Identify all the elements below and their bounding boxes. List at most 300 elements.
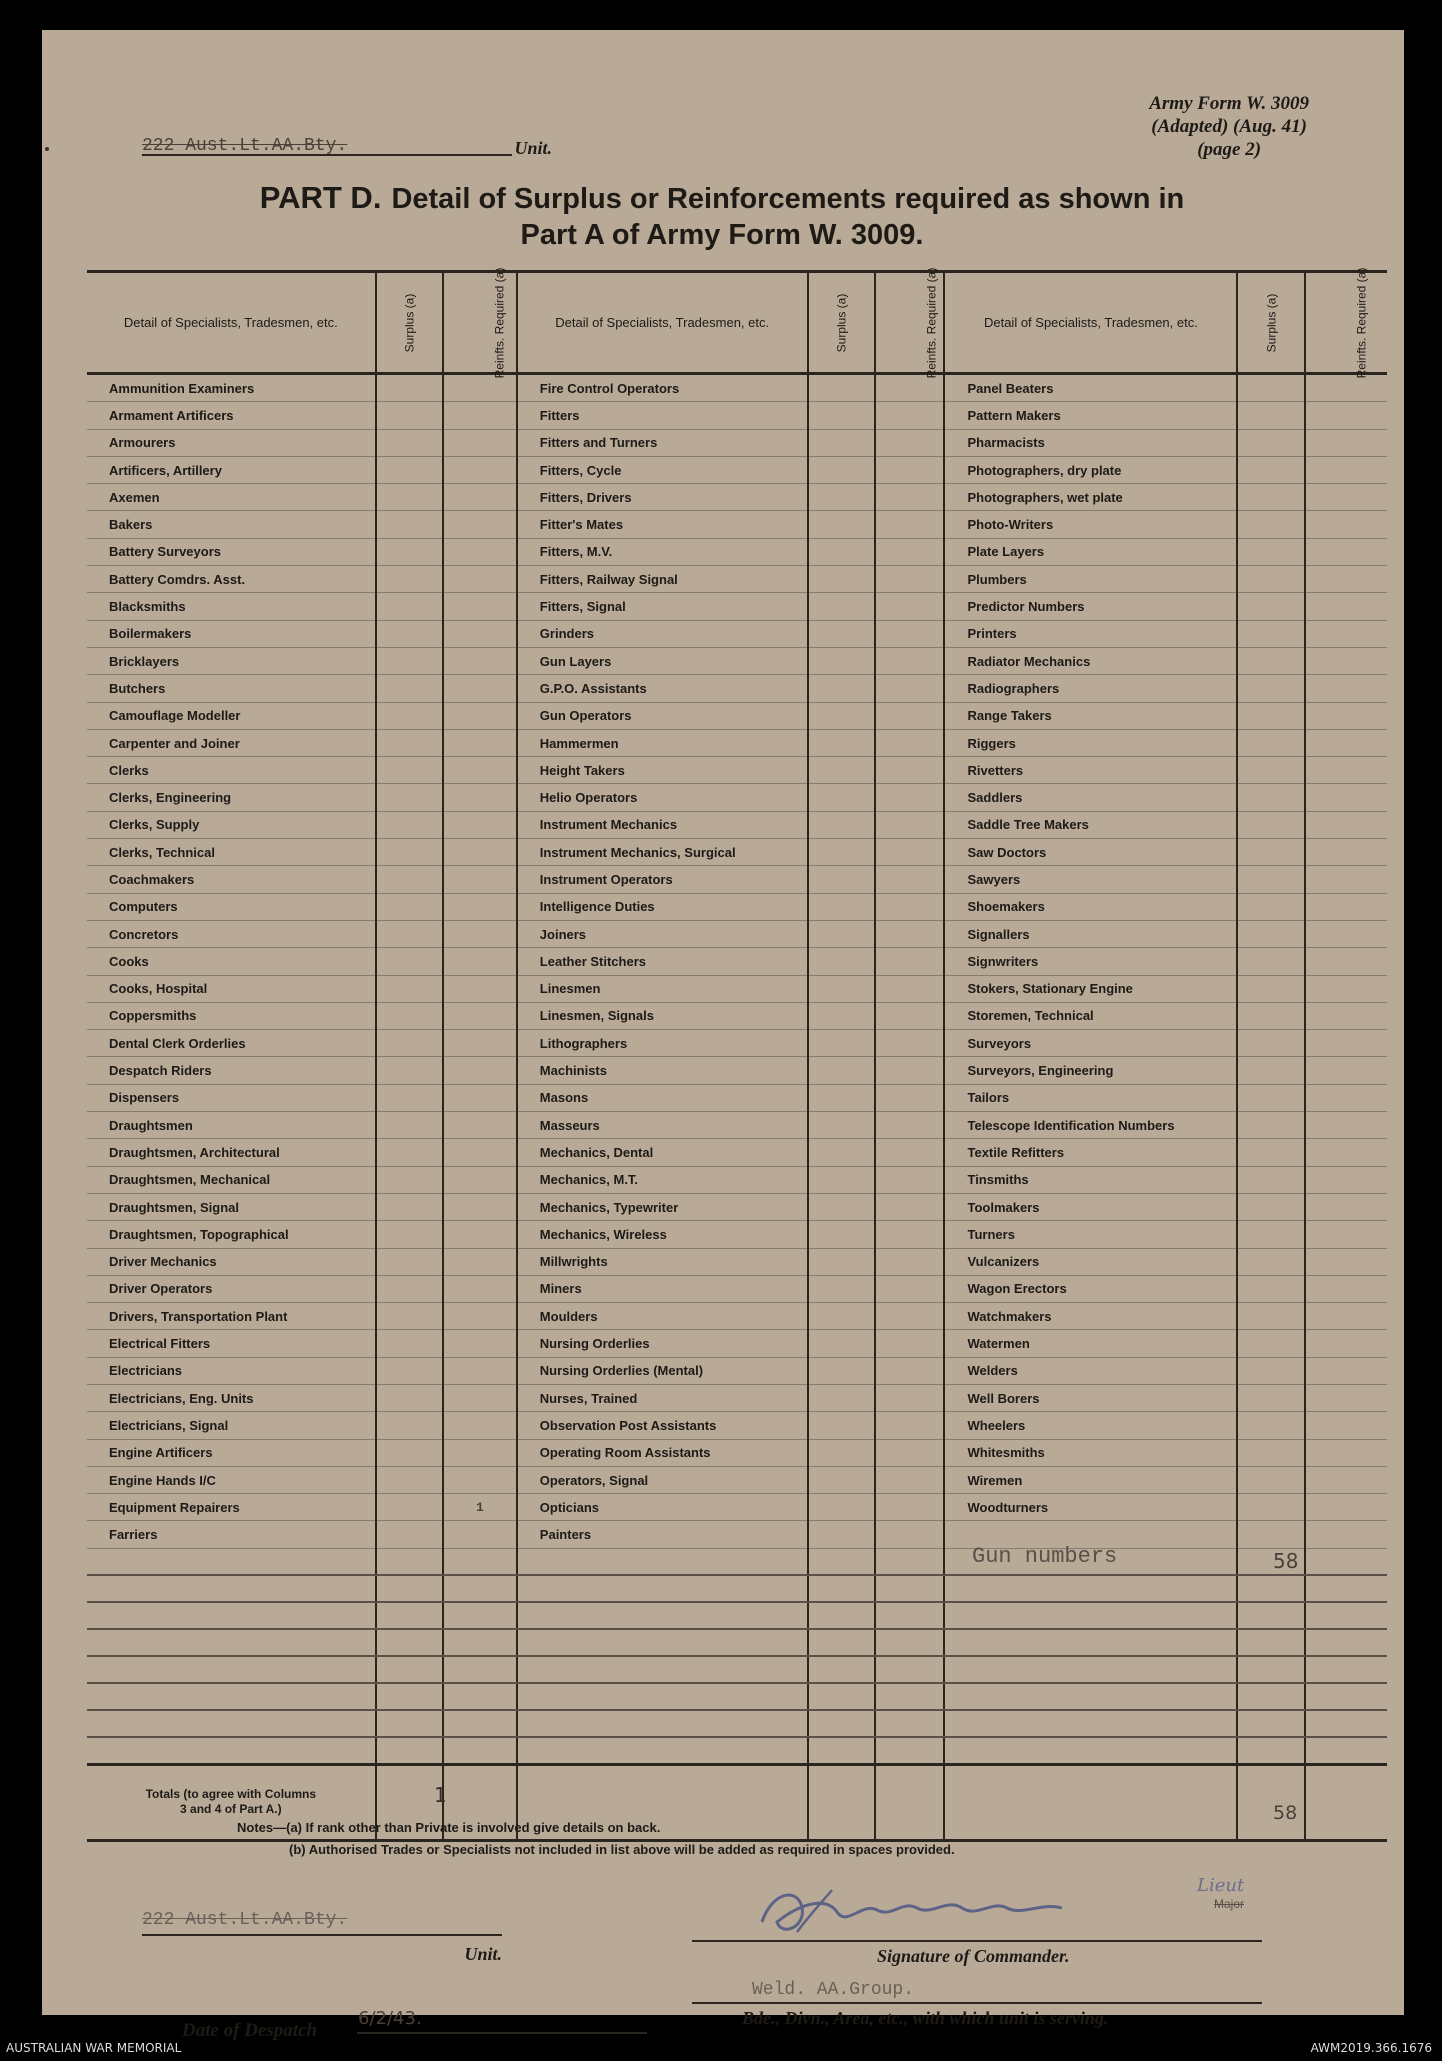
reinfts-cell <box>875 839 945 866</box>
reinfts-cell <box>443 593 517 620</box>
signature-line <box>692 1940 1262 1942</box>
reinfts-cell <box>443 456 517 483</box>
reinfts-cell <box>875 811 945 838</box>
surplus-cell <box>1237 1248 1304 1275</box>
table-row <box>87 975 1387 1002</box>
unit-top-label: Unit. <box>514 138 552 158</box>
reinfts-cell <box>875 511 945 538</box>
footer-unit <box>142 1910 502 1964</box>
signature-rank: Lieut <box>1197 1875 1245 1896</box>
trade-name: Signwriters <box>944 948 1237 975</box>
reinfts-cell <box>875 1248 945 1275</box>
blank-cell <box>1305 1683 1387 1710</box>
bde-label: Bde., Divn., Area, etc., with which unit is serving. <box>742 2008 1109 2028</box>
trade-name: Equipment Repairers <box>87 1494 376 1521</box>
reinfts-cell <box>875 675 945 702</box>
surplus-cell <box>376 1275 443 1302</box>
surplus-cell <box>376 948 443 975</box>
reinfts-cell <box>443 866 517 893</box>
trade-name: Mechanics, Dental <box>517 1139 808 1166</box>
trade-name: Bricklayers <box>87 647 376 674</box>
reinfts-cell <box>443 702 517 729</box>
reinfts-cell <box>875 1002 945 1029</box>
reinfts-cell <box>443 1221 517 1248</box>
trade-name: Driver Mechanics <box>87 1248 376 1275</box>
trade-name: Telescope Identification Numbers <box>944 1112 1237 1139</box>
surplus-cell <box>808 1221 875 1248</box>
surplus-cell <box>808 866 875 893</box>
surplus-cell <box>376 1057 443 1084</box>
reinfts-cell <box>1305 1521 1387 1548</box>
blank-cell <box>1305 1710 1387 1737</box>
reinfts-cell <box>1305 702 1387 729</box>
note-b: (b) Authorised Trades or Specialists not included in list above will be added as required in spaces provided. <box>289 1842 955 1857</box>
reinfts-cell <box>1305 538 1387 565</box>
trade-name: Dental Clerk Orderlies <box>87 1030 376 1057</box>
trade-name: Lithographers <box>517 1030 808 1057</box>
trade-name: Photographers, wet plate <box>944 484 1237 511</box>
blank-cell <box>517 1548 808 1575</box>
trade-name: Linesmen, Signals <box>517 1002 808 1029</box>
surplus-cell <box>808 1521 875 1548</box>
blank-cell <box>875 1602 945 1629</box>
blank-cell <box>944 1575 1237 1602</box>
reinfts-cell <box>875 1494 945 1521</box>
blank-cell <box>875 1656 945 1683</box>
table-row <box>87 484 1387 511</box>
reinfts-cell <box>875 1330 945 1357</box>
trade-name: Armourers <box>87 429 376 456</box>
blank-cell <box>517 1683 808 1710</box>
blank-cell <box>808 1629 875 1656</box>
trade-name: Engine Hands I/C <box>87 1466 376 1493</box>
reinfts-cell <box>1305 1494 1387 1521</box>
surplus-cell <box>808 1002 875 1029</box>
surplus-cell <box>808 1303 875 1330</box>
trade-name: Painters <box>517 1521 808 1548</box>
trade-name: Fitters <box>517 402 808 429</box>
surplus-cell <box>1237 484 1304 511</box>
blank-cell <box>87 1683 376 1710</box>
reinfts-cell <box>443 1139 517 1166</box>
trade-name: Clerks <box>87 757 376 784</box>
reinfts-cell <box>443 920 517 947</box>
blank-cell <box>1237 1737 1304 1765</box>
blank-cell <box>1305 1602 1387 1629</box>
blank-row <box>87 1629 1387 1656</box>
surplus-cell <box>808 893 875 920</box>
table-row <box>87 1521 1387 1548</box>
table-row <box>87 402 1387 429</box>
table-row <box>87 839 1387 866</box>
table-row <box>87 1412 1387 1439</box>
surplus-cell <box>1237 675 1304 702</box>
surplus-cell <box>1237 593 1304 620</box>
reinfts-cell <box>443 1248 517 1275</box>
col-header-surplus: Surplus (a) <box>402 293 417 353</box>
trade-name: Rivetters <box>944 757 1237 784</box>
surplus-cell <box>376 1303 443 1330</box>
trade-name: Instrument Operators <box>517 866 808 893</box>
trade-name: Welders <box>944 1357 1237 1384</box>
trade-name: Linesmen <box>517 975 808 1002</box>
trade-name: Helio Operators <box>517 784 808 811</box>
trade-name: Gun Layers <box>517 647 808 674</box>
reinfts-cell <box>875 1384 945 1411</box>
surplus-cell <box>808 456 875 483</box>
specialists-table <box>87 267 1387 1842</box>
trade-name: Predictor Numbers <box>944 593 1237 620</box>
table-row <box>87 1248 1387 1275</box>
blank-cell <box>875 1683 945 1710</box>
blank-cell <box>376 1629 443 1656</box>
surplus-cell <box>1237 1057 1304 1084</box>
reinfts-cell <box>443 1384 517 1411</box>
surplus-cell <box>808 1248 875 1275</box>
reinfts-cell <box>875 538 945 565</box>
trade-name: Armament Artificers <box>87 402 376 429</box>
reinfts-cell <box>875 1139 945 1166</box>
blank-cell <box>944 1710 1237 1737</box>
totals-label-line-2: 3 and 4 of Part A.) <box>180 1802 282 1817</box>
despatch-date-value: 6/2/43. <box>358 2008 422 2029</box>
surplus-cell <box>376 920 443 947</box>
trade-name: Mechanics, Typewriter <box>517 1193 808 1220</box>
surplus-cell <box>808 374 875 402</box>
surplus-cell <box>1237 920 1304 947</box>
trade-name: Fitters, Cycle <box>517 456 808 483</box>
surplus-cell <box>1237 1166 1304 1193</box>
reinfts-cell <box>875 456 945 483</box>
trade-name: Camouflage Modeller <box>87 702 376 729</box>
surplus-cell <box>376 1494 443 1521</box>
blank-cell <box>376 1710 443 1737</box>
table-row <box>87 538 1387 565</box>
reinfts-cell <box>875 920 945 947</box>
gun-numbers-entry: Gun numbers <box>972 1544 1118 1569</box>
surplus-cell <box>376 893 443 920</box>
form-number: Army Form W. 3009 <box>1149 93 1309 114</box>
trade-name: Carpenter and Joiner <box>87 729 376 756</box>
table-row <box>87 1112 1387 1139</box>
table-row <box>87 1166 1387 1193</box>
col-header-reinfts: Reinfts. Required (a) <box>1354 267 1369 379</box>
surplus-cell <box>1237 811 1304 838</box>
reinfts-cell <box>875 1357 945 1384</box>
trade-name: Instrument Mechanics <box>517 811 808 838</box>
surplus-cell <box>376 1084 443 1111</box>
surplus-cell <box>808 975 875 1002</box>
reinfts-cell: 1 <box>443 1494 517 1521</box>
blank-cell <box>944 1737 1237 1765</box>
trade-name: Engine Artificers <box>87 1439 376 1466</box>
reinfts-cell <box>1305 1139 1387 1166</box>
trade-name: Wheelers <box>944 1412 1237 1439</box>
trade-name: Operators, Signal <box>517 1466 808 1493</box>
part-label: PART D. <box>259 180 382 215</box>
bde-typed: Weld. AA.Group. <box>752 1980 915 2000</box>
trade-name: G.P.O. Assistants <box>517 675 808 702</box>
trade-name: Machinists <box>517 1057 808 1084</box>
title-line-2: Part A of Army Form W. 3009. <box>520 219 924 251</box>
surplus-cell <box>1237 429 1304 456</box>
reinfts-cell <box>1305 1248 1387 1275</box>
reinfts-cell <box>1305 1412 1387 1439</box>
blank-row <box>87 1683 1387 1710</box>
trade-name: Instrument Mechanics, Surgical <box>517 839 808 866</box>
blank-cell <box>1305 1737 1387 1765</box>
trade-name: Draughtsmen, Signal <box>87 1193 376 1220</box>
surplus-cell <box>1237 1357 1304 1384</box>
reinfts-cell <box>443 729 517 756</box>
trade-name: Mechanics, M.T. <box>517 1166 808 1193</box>
trade-name: Panel Beaters <box>944 374 1237 402</box>
surplus-cell <box>808 1030 875 1057</box>
blank-cell <box>376 1737 443 1765</box>
col-header-detail: Detail of Specialists, Tradesmen, etc. <box>87 272 376 374</box>
trade-name: Fitters, Signal <box>517 593 808 620</box>
surplus-cell <box>376 1357 443 1384</box>
trade-name: Leather Stitchers <box>517 948 808 975</box>
surplus-cell <box>1237 456 1304 483</box>
surplus-cell <box>1237 1084 1304 1111</box>
trade-name: Draughtsmen <box>87 1112 376 1139</box>
trade-name: Clerks, Technical <box>87 839 376 866</box>
surplus-cell <box>1237 1303 1304 1330</box>
trade-name: Fitters and Turners <box>517 429 808 456</box>
trade-name: Fitters, Drivers <box>517 484 808 511</box>
surplus-cell <box>808 948 875 975</box>
table-row <box>87 948 1387 975</box>
reinfts-cell <box>443 620 517 647</box>
trade-name: Miners <box>517 1275 808 1302</box>
reinfts-cell <box>443 511 517 538</box>
reinfts-cell <box>443 811 517 838</box>
surplus-cell <box>376 975 443 1002</box>
reinfts-cell <box>1305 1303 1387 1330</box>
trade-name: Signallers <box>944 920 1237 947</box>
reinfts-cell <box>875 893 945 920</box>
surplus-cell <box>808 1439 875 1466</box>
blank-cell <box>517 1656 808 1683</box>
totals-cell <box>944 1764 1237 1840</box>
surplus-cell <box>808 538 875 565</box>
credit-left: AUSTRALIAN WAR MEMORIAL <box>6 2041 182 2055</box>
table-row <box>87 1303 1387 1330</box>
table-row <box>87 1084 1387 1111</box>
surplus-cell <box>376 1112 443 1139</box>
blank-cell <box>1237 1575 1304 1602</box>
reinfts-cell <box>875 975 945 1002</box>
surplus-cell <box>376 1221 443 1248</box>
surplus-cell <box>1237 1030 1304 1057</box>
blank-cell <box>944 1683 1237 1710</box>
trade-name: Watermen <box>944 1330 1237 1357</box>
reinfts-cell <box>875 948 945 975</box>
trade-name: Axemen <box>87 484 376 511</box>
surplus-cell <box>1237 538 1304 565</box>
surplus-cell <box>1237 402 1304 429</box>
table-row <box>87 593 1387 620</box>
reinfts-cell <box>443 1030 517 1057</box>
surplus-cell <box>376 484 443 511</box>
trade-name: Fitters, Railway Signal <box>517 566 808 593</box>
reinfts-cell <box>1305 1030 1387 1057</box>
blank-row <box>87 1656 1387 1683</box>
reinfts-cell <box>1305 1002 1387 1029</box>
reinfts-cell <box>443 1002 517 1029</box>
totals-label-line-1: Totals (to agree with Columns <box>145 1787 317 1802</box>
trade-name: Electricians, Signal <box>87 1412 376 1439</box>
blank-cell <box>875 1548 945 1575</box>
blank-row <box>87 1548 1387 1575</box>
trade-name: Draughtsmen, Mechanical <box>87 1166 376 1193</box>
surplus-cell <box>1237 647 1304 674</box>
blank-cell <box>1237 1683 1304 1710</box>
blank-cell <box>443 1602 517 1629</box>
blank-cell <box>87 1548 376 1575</box>
table-row <box>87 1221 1387 1248</box>
despatch-date-line <box>357 2032 647 2034</box>
trade-name: Nursing Orderlies (Mental) <box>517 1357 808 1384</box>
reinfts-cell <box>875 1193 945 1220</box>
trade-name: Cooks, Hospital <box>87 975 376 1002</box>
surplus-cell <box>376 811 443 838</box>
reinfts-cell <box>1305 1275 1387 1302</box>
reinfts-cell <box>875 1439 945 1466</box>
surplus-cell <box>376 1439 443 1466</box>
surplus-cell <box>808 729 875 756</box>
trade-name: Saw Doctors <box>944 839 1237 866</box>
surplus-cell <box>808 484 875 511</box>
form-adapted: (Adapted) (Aug. 41) <box>1151 116 1307 137</box>
blank-cell <box>875 1629 945 1656</box>
trade-name: Despatch Riders <box>87 1057 376 1084</box>
trade-name: Radiator Mechanics <box>944 647 1237 674</box>
reinfts-cell <box>875 1275 945 1302</box>
blank-cell <box>517 1629 808 1656</box>
trade-name: Clerks, Supply <box>87 811 376 838</box>
blank-cell <box>808 1656 875 1683</box>
reinfts-cell <box>875 566 945 593</box>
reinfts-cell <box>1305 1112 1387 1139</box>
trade-name: Radiographers <box>944 675 1237 702</box>
blank-cell <box>808 1710 875 1737</box>
table-row <box>87 1494 1387 1521</box>
reinfts-cell <box>875 1030 945 1057</box>
blank-cell <box>87 1629 376 1656</box>
trade-name: Operating Room Assistants <box>517 1439 808 1466</box>
reinfts-cell <box>443 1275 517 1302</box>
table-row <box>87 429 1387 456</box>
trade-name: Surveyors, Engineering <box>944 1057 1237 1084</box>
blank-row <box>87 1575 1387 1602</box>
title-line-1: Detail of Surplus or Reinforcements required as shown in <box>391 183 1185 215</box>
reinfts-cell <box>443 1166 517 1193</box>
surplus-cell <box>808 511 875 538</box>
col-header-reinfts: Reinfts. Required (a) <box>492 267 507 379</box>
trade-name: Vulcanizers <box>944 1248 1237 1275</box>
reinfts-cell <box>1305 374 1387 402</box>
reinfts-cell <box>1305 893 1387 920</box>
reinfts-cell <box>443 1466 517 1493</box>
trade-name: Coppersmiths <box>87 1002 376 1029</box>
reinfts-cell <box>1305 1439 1387 1466</box>
reinfts-cell <box>1305 429 1387 456</box>
trade-name: Whitesmiths <box>944 1439 1237 1466</box>
reinfts-cell <box>875 784 945 811</box>
trade-name: Cooks <box>87 948 376 975</box>
trade-name: Well Borers <box>944 1384 1237 1411</box>
reinfts-cell <box>1305 593 1387 620</box>
reinfts-cell <box>1305 456 1387 483</box>
table-row <box>87 784 1387 811</box>
signature-struck-rank: Major <box>1214 1897 1245 1911</box>
surplus-cell <box>808 784 875 811</box>
trade-name: Tailors <box>944 1084 1237 1111</box>
surplus-cell <box>808 620 875 647</box>
surplus-cell <box>808 1275 875 1302</box>
signature-label: Signature of Commander. <box>877 1946 1070 1966</box>
surplus-cell <box>1237 1139 1304 1166</box>
trade-name: Draughtsmen, Topographical <box>87 1221 376 1248</box>
bde-line <box>692 2002 1262 2004</box>
blank-cell <box>808 1575 875 1602</box>
reinfts-cell <box>443 1303 517 1330</box>
surplus-cell <box>1237 620 1304 647</box>
table-header <box>87 272 1387 374</box>
reinfts-cell <box>1305 757 1387 784</box>
reinfts-cell <box>443 402 517 429</box>
trade-name: Farriers <box>87 1521 376 1548</box>
table-row <box>87 456 1387 483</box>
surplus-cell <box>808 839 875 866</box>
reinfts-cell <box>875 702 945 729</box>
reinfts-cell <box>443 784 517 811</box>
table-row <box>87 1275 1387 1302</box>
reinfts-cell <box>875 729 945 756</box>
surplus-cell <box>1237 757 1304 784</box>
table-row <box>87 1439 1387 1466</box>
surplus-cell <box>376 1330 443 1357</box>
blank-cell <box>87 1602 376 1629</box>
trade-name: Blacksmiths <box>87 593 376 620</box>
trade-name: Draughtsmen, Architectural <box>87 1139 376 1166</box>
reinfts-cell <box>443 538 517 565</box>
form-identifier <box>1149 92 1309 161</box>
trade-name: Woodturners <box>944 1494 1237 1521</box>
table-row <box>87 1384 1387 1411</box>
blank-cell <box>443 1737 517 1765</box>
blank-cell <box>443 1548 517 1575</box>
surplus-cell <box>376 702 443 729</box>
totals-col1-reinfts: 1 <box>434 1783 447 1807</box>
unit-top-line <box>112 134 572 164</box>
surplus-cell <box>376 839 443 866</box>
reinfts-cell <box>443 1057 517 1084</box>
blank-cell <box>443 1710 517 1737</box>
surplus-cell <box>376 1030 443 1057</box>
reinfts-cell <box>875 1112 945 1139</box>
blank-cell <box>517 1602 808 1629</box>
reinfts-cell <box>1305 866 1387 893</box>
surplus-cell <box>808 1357 875 1384</box>
trade-name: Wiremen <box>944 1466 1237 1493</box>
surplus-cell <box>1237 1112 1304 1139</box>
reinfts-cell <box>1305 511 1387 538</box>
trade-name: Bakers <box>87 511 376 538</box>
footer-unit-struck: 222 Aust.Lt.AA.Bty. <box>142 1910 348 1930</box>
